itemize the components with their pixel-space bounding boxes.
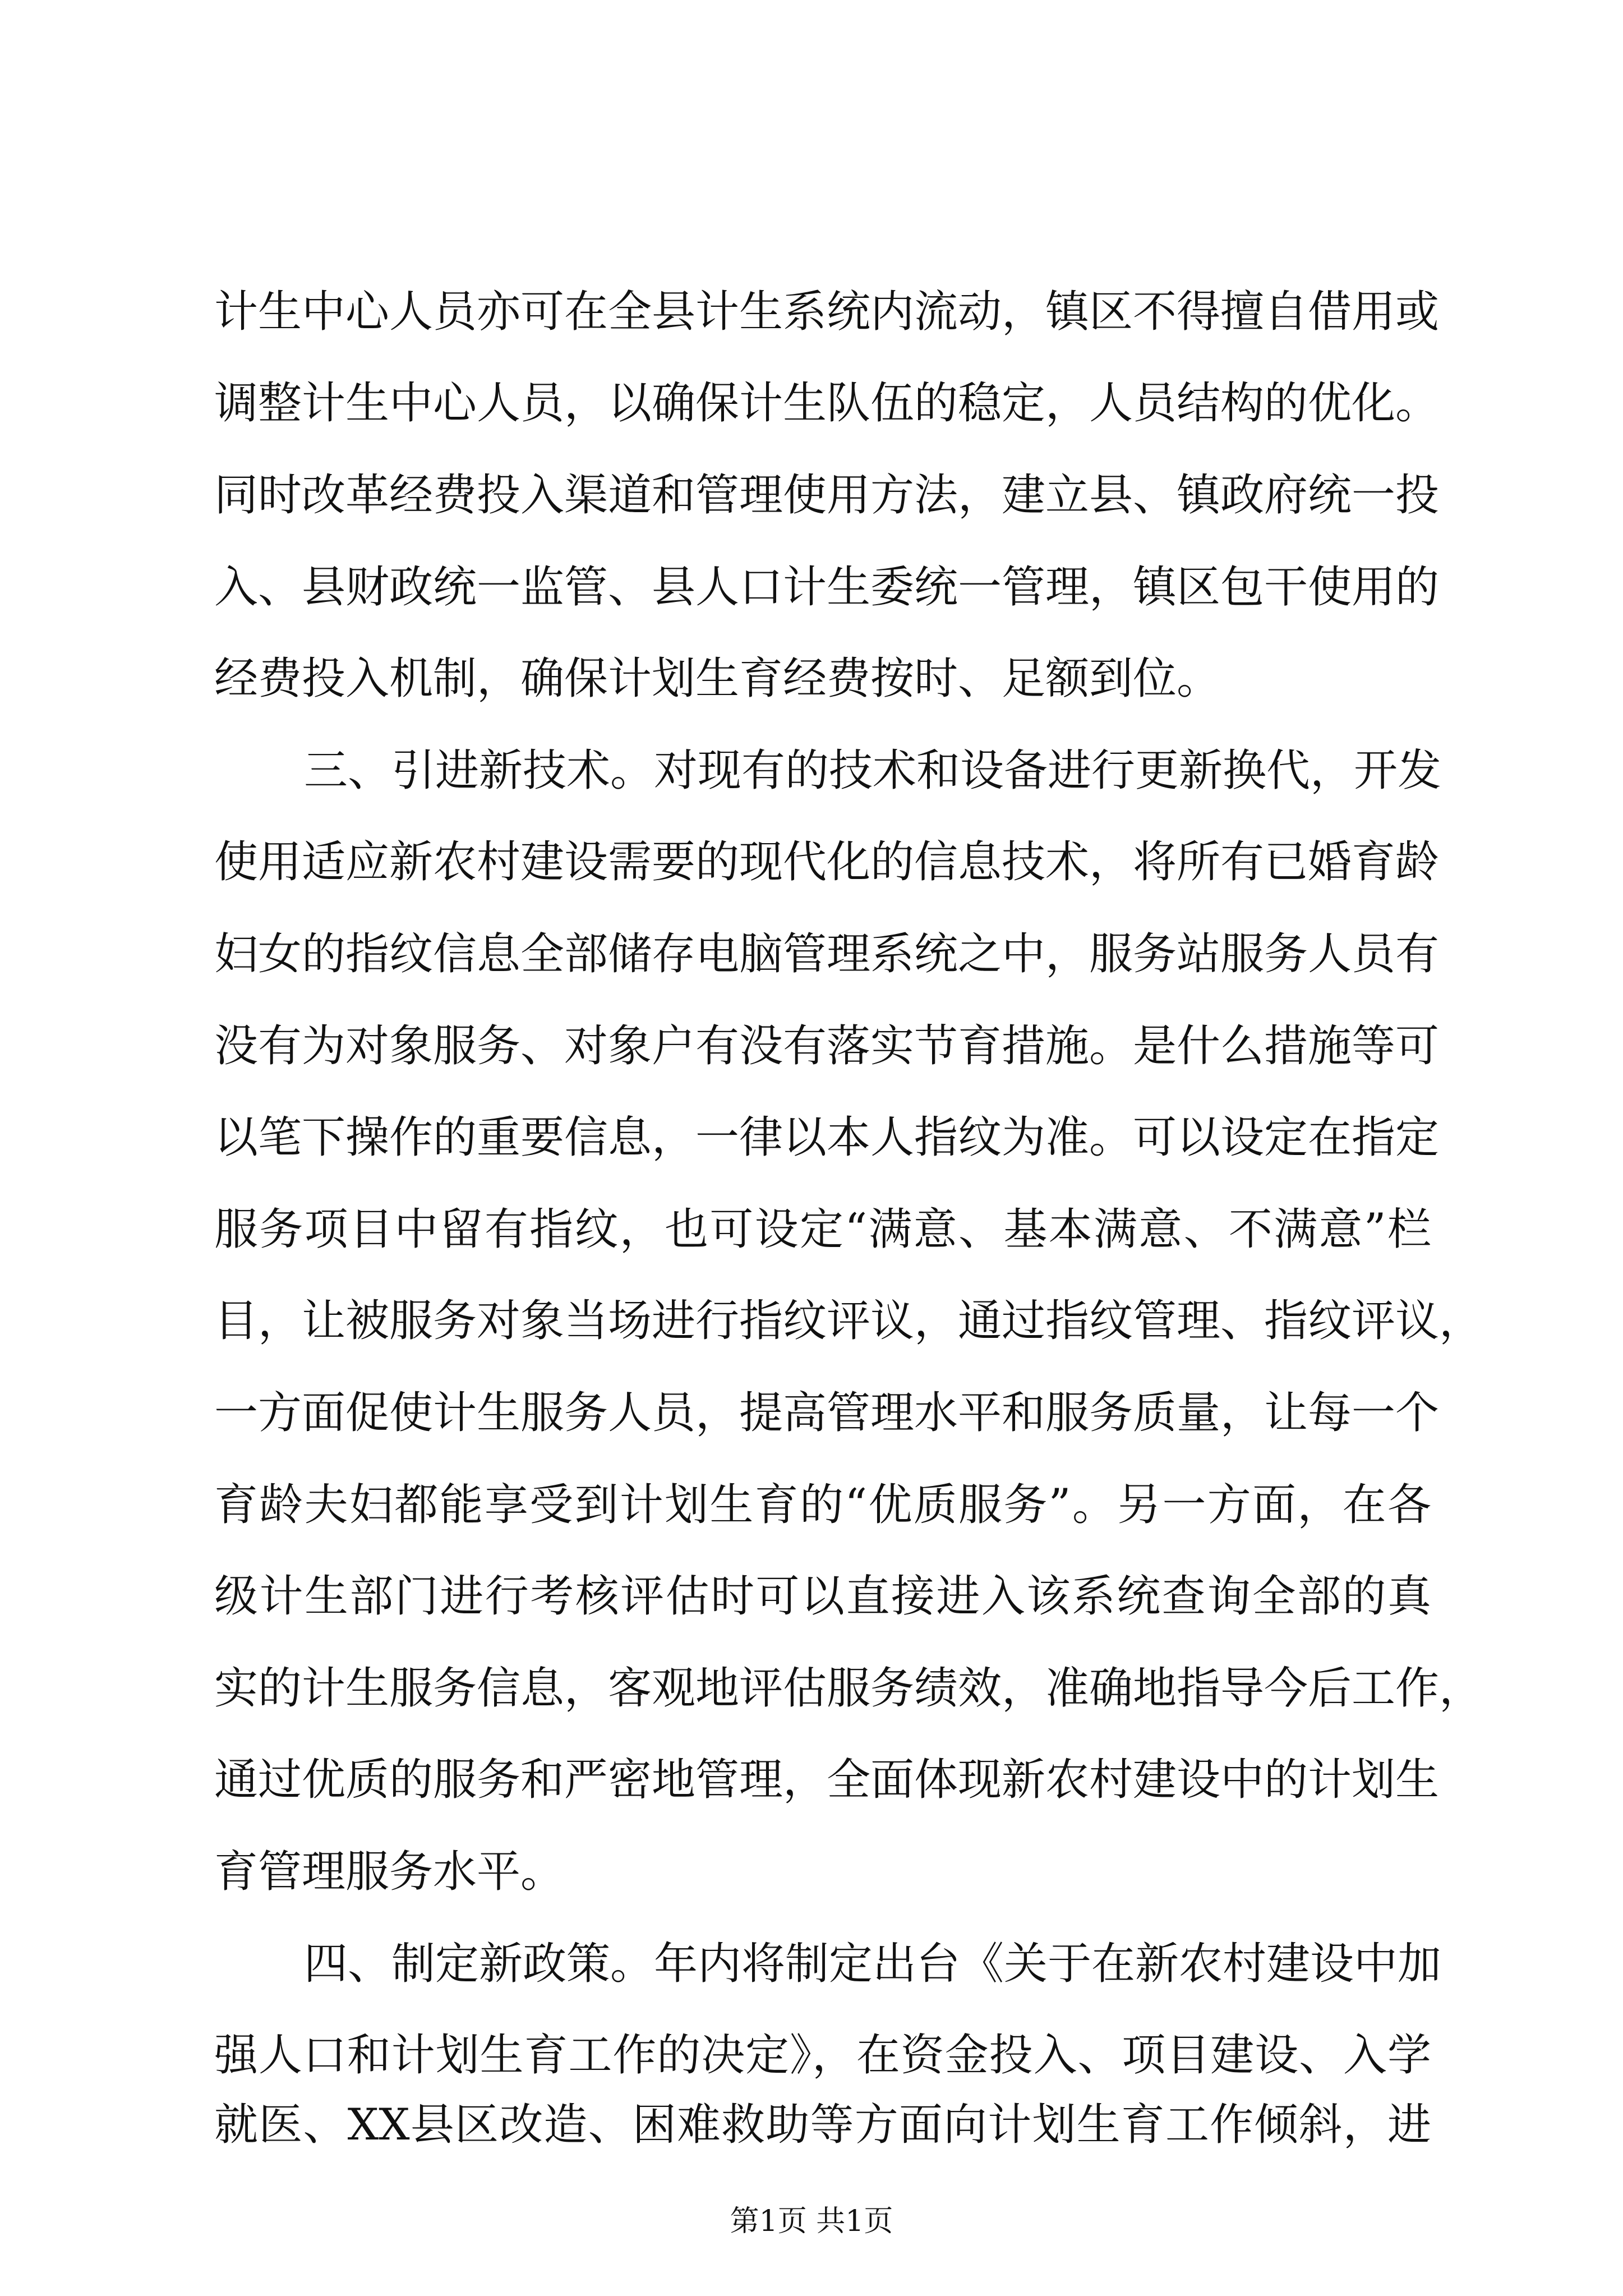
text-line-10: 以笔下操作的重要信息，一律以本人指纹为准。可以设定在指定 xyxy=(214,1112,1440,1163)
text-line-12: 目，让被服务对象当场进行指纹评议，通过指纹管理、指纹评议， xyxy=(214,1296,1483,1346)
text-line-11: 服务项目中留有指纹，也可设定“满意、基本满意、不满意”栏 xyxy=(214,1204,1431,1255)
text-line-9: 没有为对象服务、对象户有没有落实节育措施。是什么措施等可 xyxy=(214,1021,1440,1071)
section-3-heading-line: 三、引进新技术。对现有的技术和设备进行更新换代，开发 xyxy=(304,746,1442,796)
text-line-17: 通过优质的服务和严密地管理，全面体现新农村建设中的计划生 xyxy=(214,1755,1440,1805)
page-footer: 第1页 共1页 xyxy=(730,2205,893,2238)
text-line-13: 一方面促使计生服务人员，提高管理水平和服务质量，让每一个 xyxy=(214,1388,1440,1438)
text-line-15: 级计生部门进行考核评估时可以直接进入该系统查询全部的真 xyxy=(214,1571,1431,1622)
text-line-5: 经费投入机制，确保计划生育经费按时、足额到位。 xyxy=(214,654,1221,704)
text-line-4: 入、县财政统一监管、县人口计生委统一管理，镇区包干使用的 xyxy=(214,562,1440,613)
section-4-heading-line: 四、制定新政策。年内将制定出台《关于在新农村建设中加 xyxy=(304,1939,1442,1989)
text-line-1: 计生中心人员亦可在全县计生系统内流动，镇区不得擅自借用或 xyxy=(214,287,1440,337)
text-line-14: 育龄夫妇都能享受到计划生育的“优质服务”。另一方面，在各 xyxy=(214,1480,1431,1530)
text-line-3: 同时改革经费投入渠道和管理使用方法，建立县、镇政府统一投 xyxy=(214,470,1440,521)
text-line-18: 育管理服务水平。 xyxy=(214,1847,565,1897)
text-line-20: 强人口和计划生育工作的决定》，在资金投入、项目建设、入学 xyxy=(214,2030,1431,2081)
text-line-8: 妇女的指纹信息全部储存电脑管理系统之中，服务站服务人员有 xyxy=(214,929,1440,979)
text-line-21: 就医、XX县区改造、困难救助等方面向计划生育工作倾斜，进 xyxy=(214,2100,1431,2150)
text-line-2: 调整计生中心人员，以确保计生队伍的稳定，人员结构的优化。 xyxy=(214,378,1440,429)
text-line-7: 使用适应新农村建设需要的现代化的信息技术，将所有已婚育龄 xyxy=(214,837,1440,887)
text-line-16: 实的计生服务信息，客观地评估服务绩效，准确地指导今后工作， xyxy=(214,1663,1483,1714)
